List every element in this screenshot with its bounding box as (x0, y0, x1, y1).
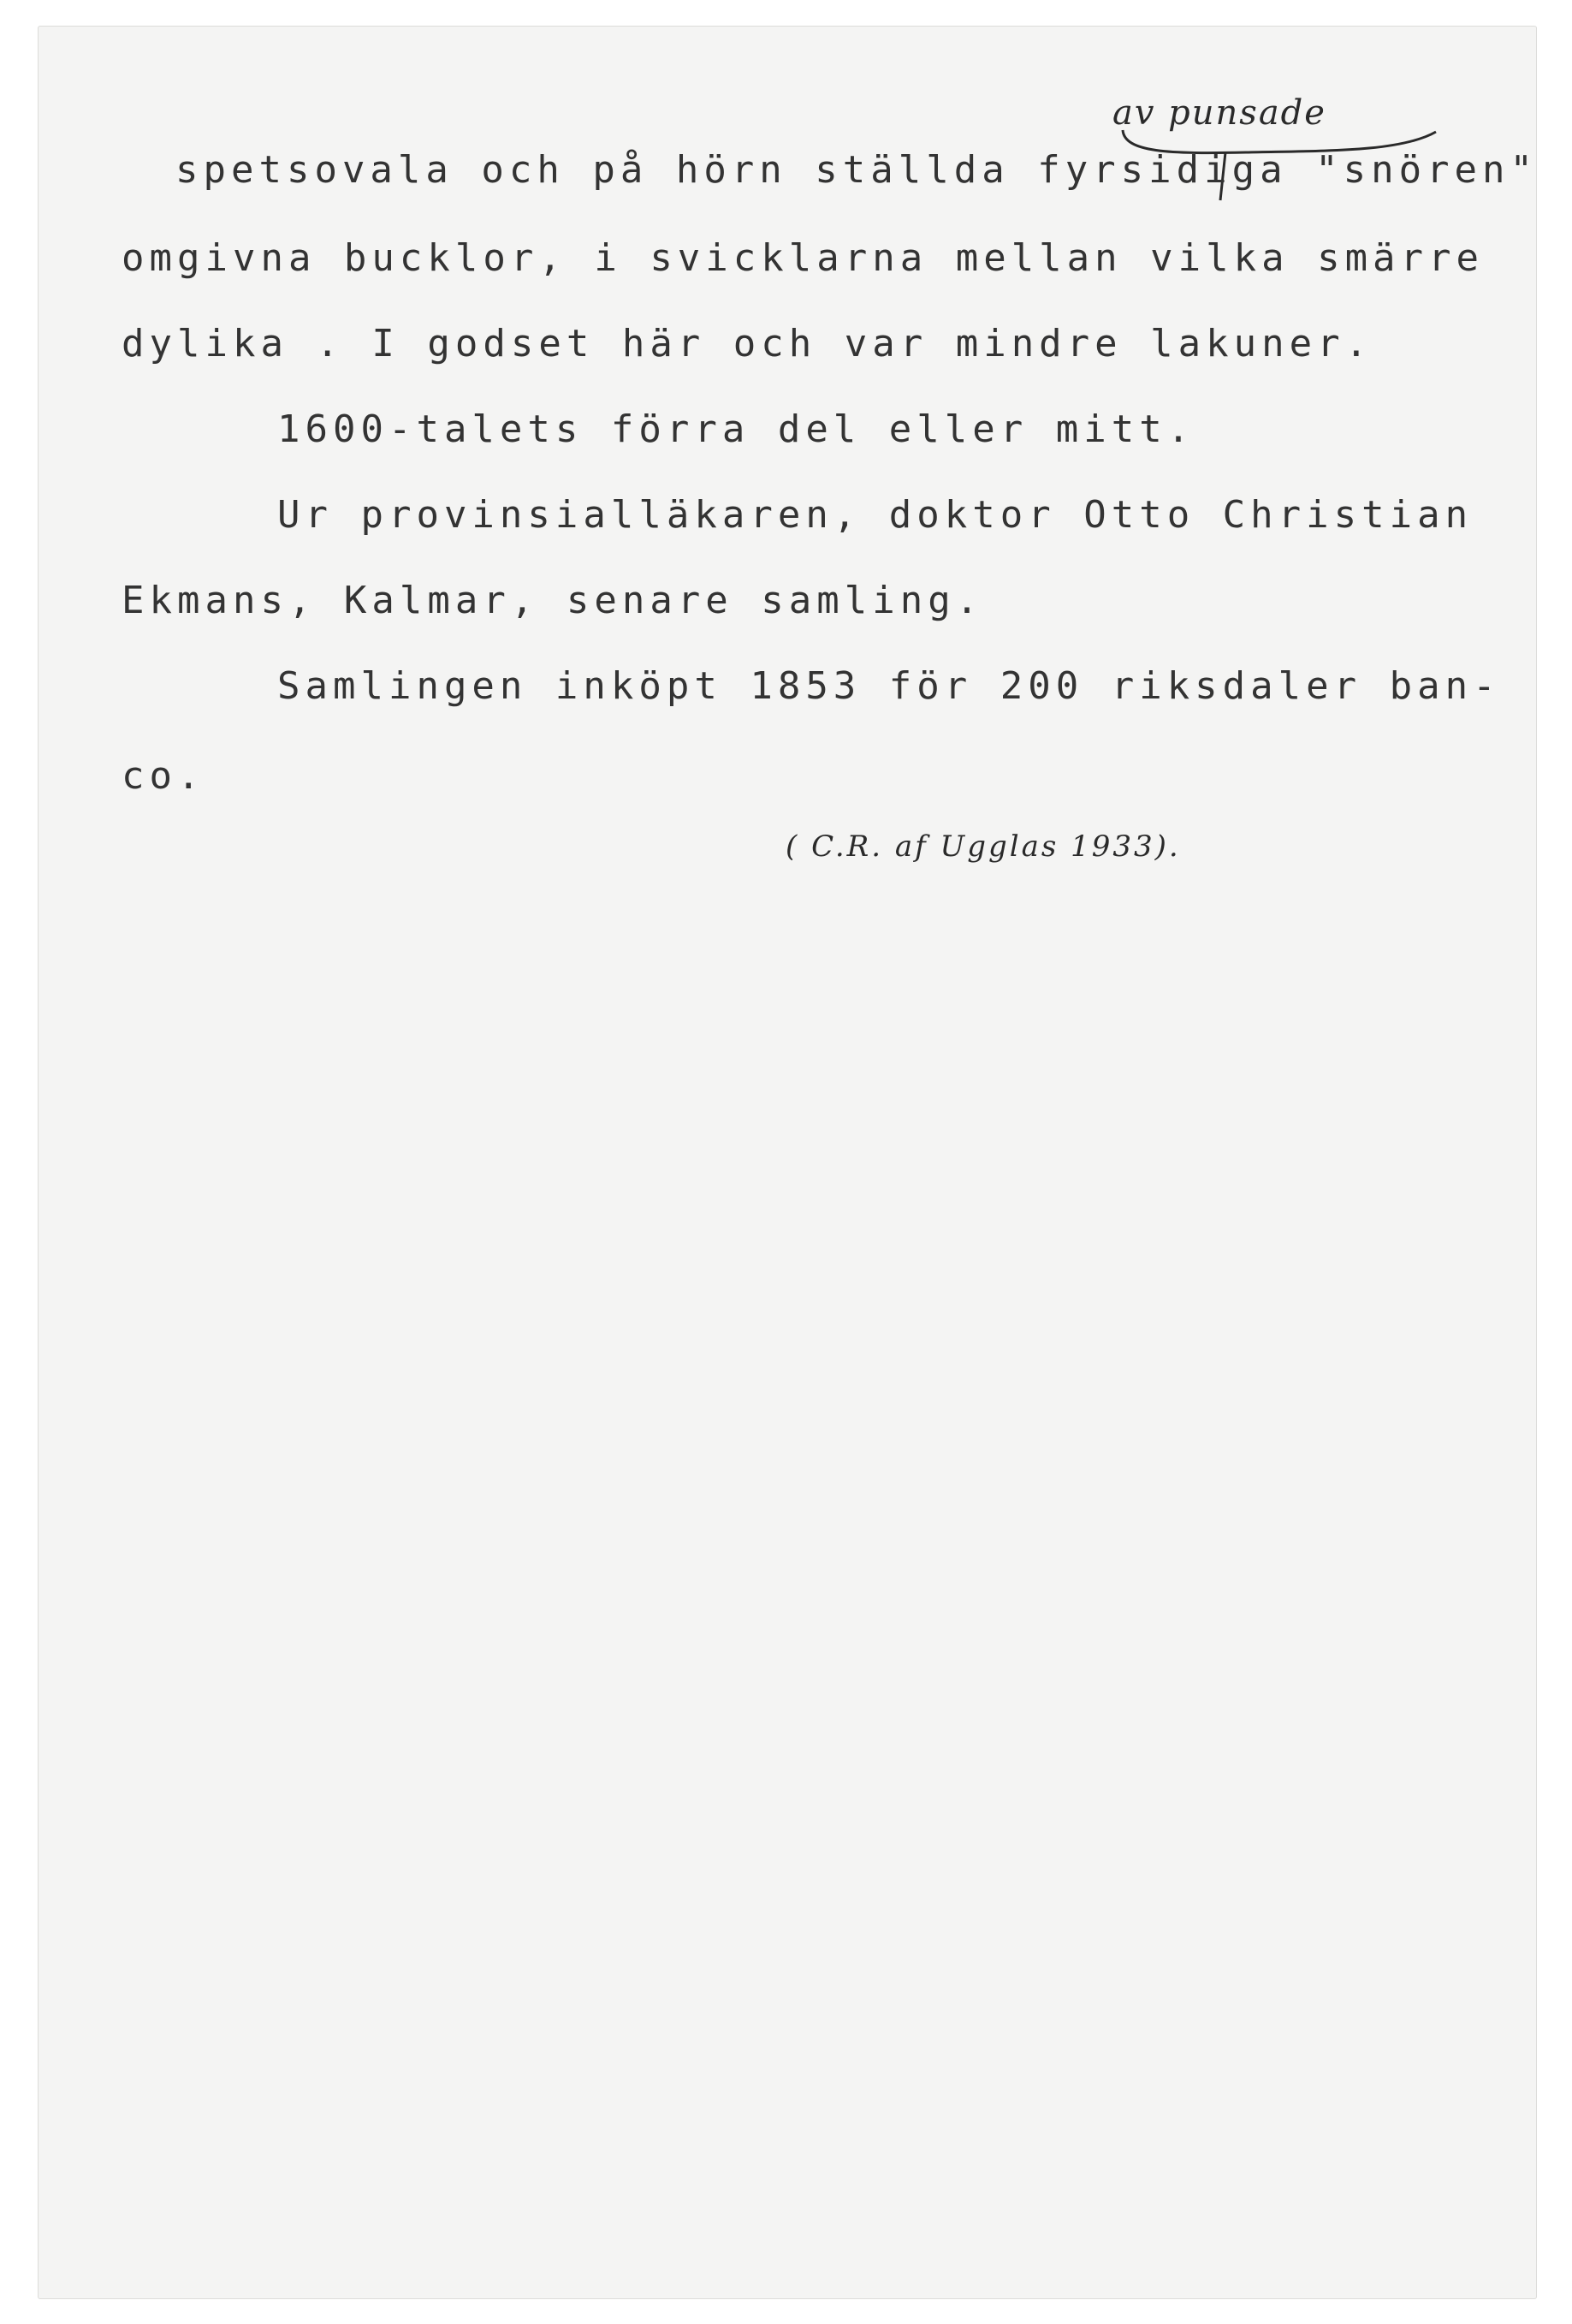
text-line-2: omgivna bucklor, i svicklarna mellan vilka smärre (122, 236, 1485, 280)
text-line-1: spetsovala och på hörn ställda fyrsidiga "snören" (175, 148, 1539, 192)
handwritten-signature: ( C.R. af Ugglas 1933). (786, 829, 1181, 864)
handwritten-insertion: av punsade (1112, 93, 1326, 133)
document-page (38, 26, 1537, 2299)
text-line-8: co. (122, 754, 205, 798)
text-line-4: 1600-talets förra del eller mitt. (277, 407, 1195, 451)
text-line-6: Ekmans, Kalmar, senare samling. (122, 579, 984, 622)
text-line-7: Samlingen inköpt 1853 för 200 riksdaler ban- (277, 664, 1501, 708)
text-line-3: dylika . I godset här och var mindre lakuner. (122, 322, 1373, 366)
text-line-5: Ur provinsialläkaren, doktor Otto Christian (277, 493, 1474, 537)
